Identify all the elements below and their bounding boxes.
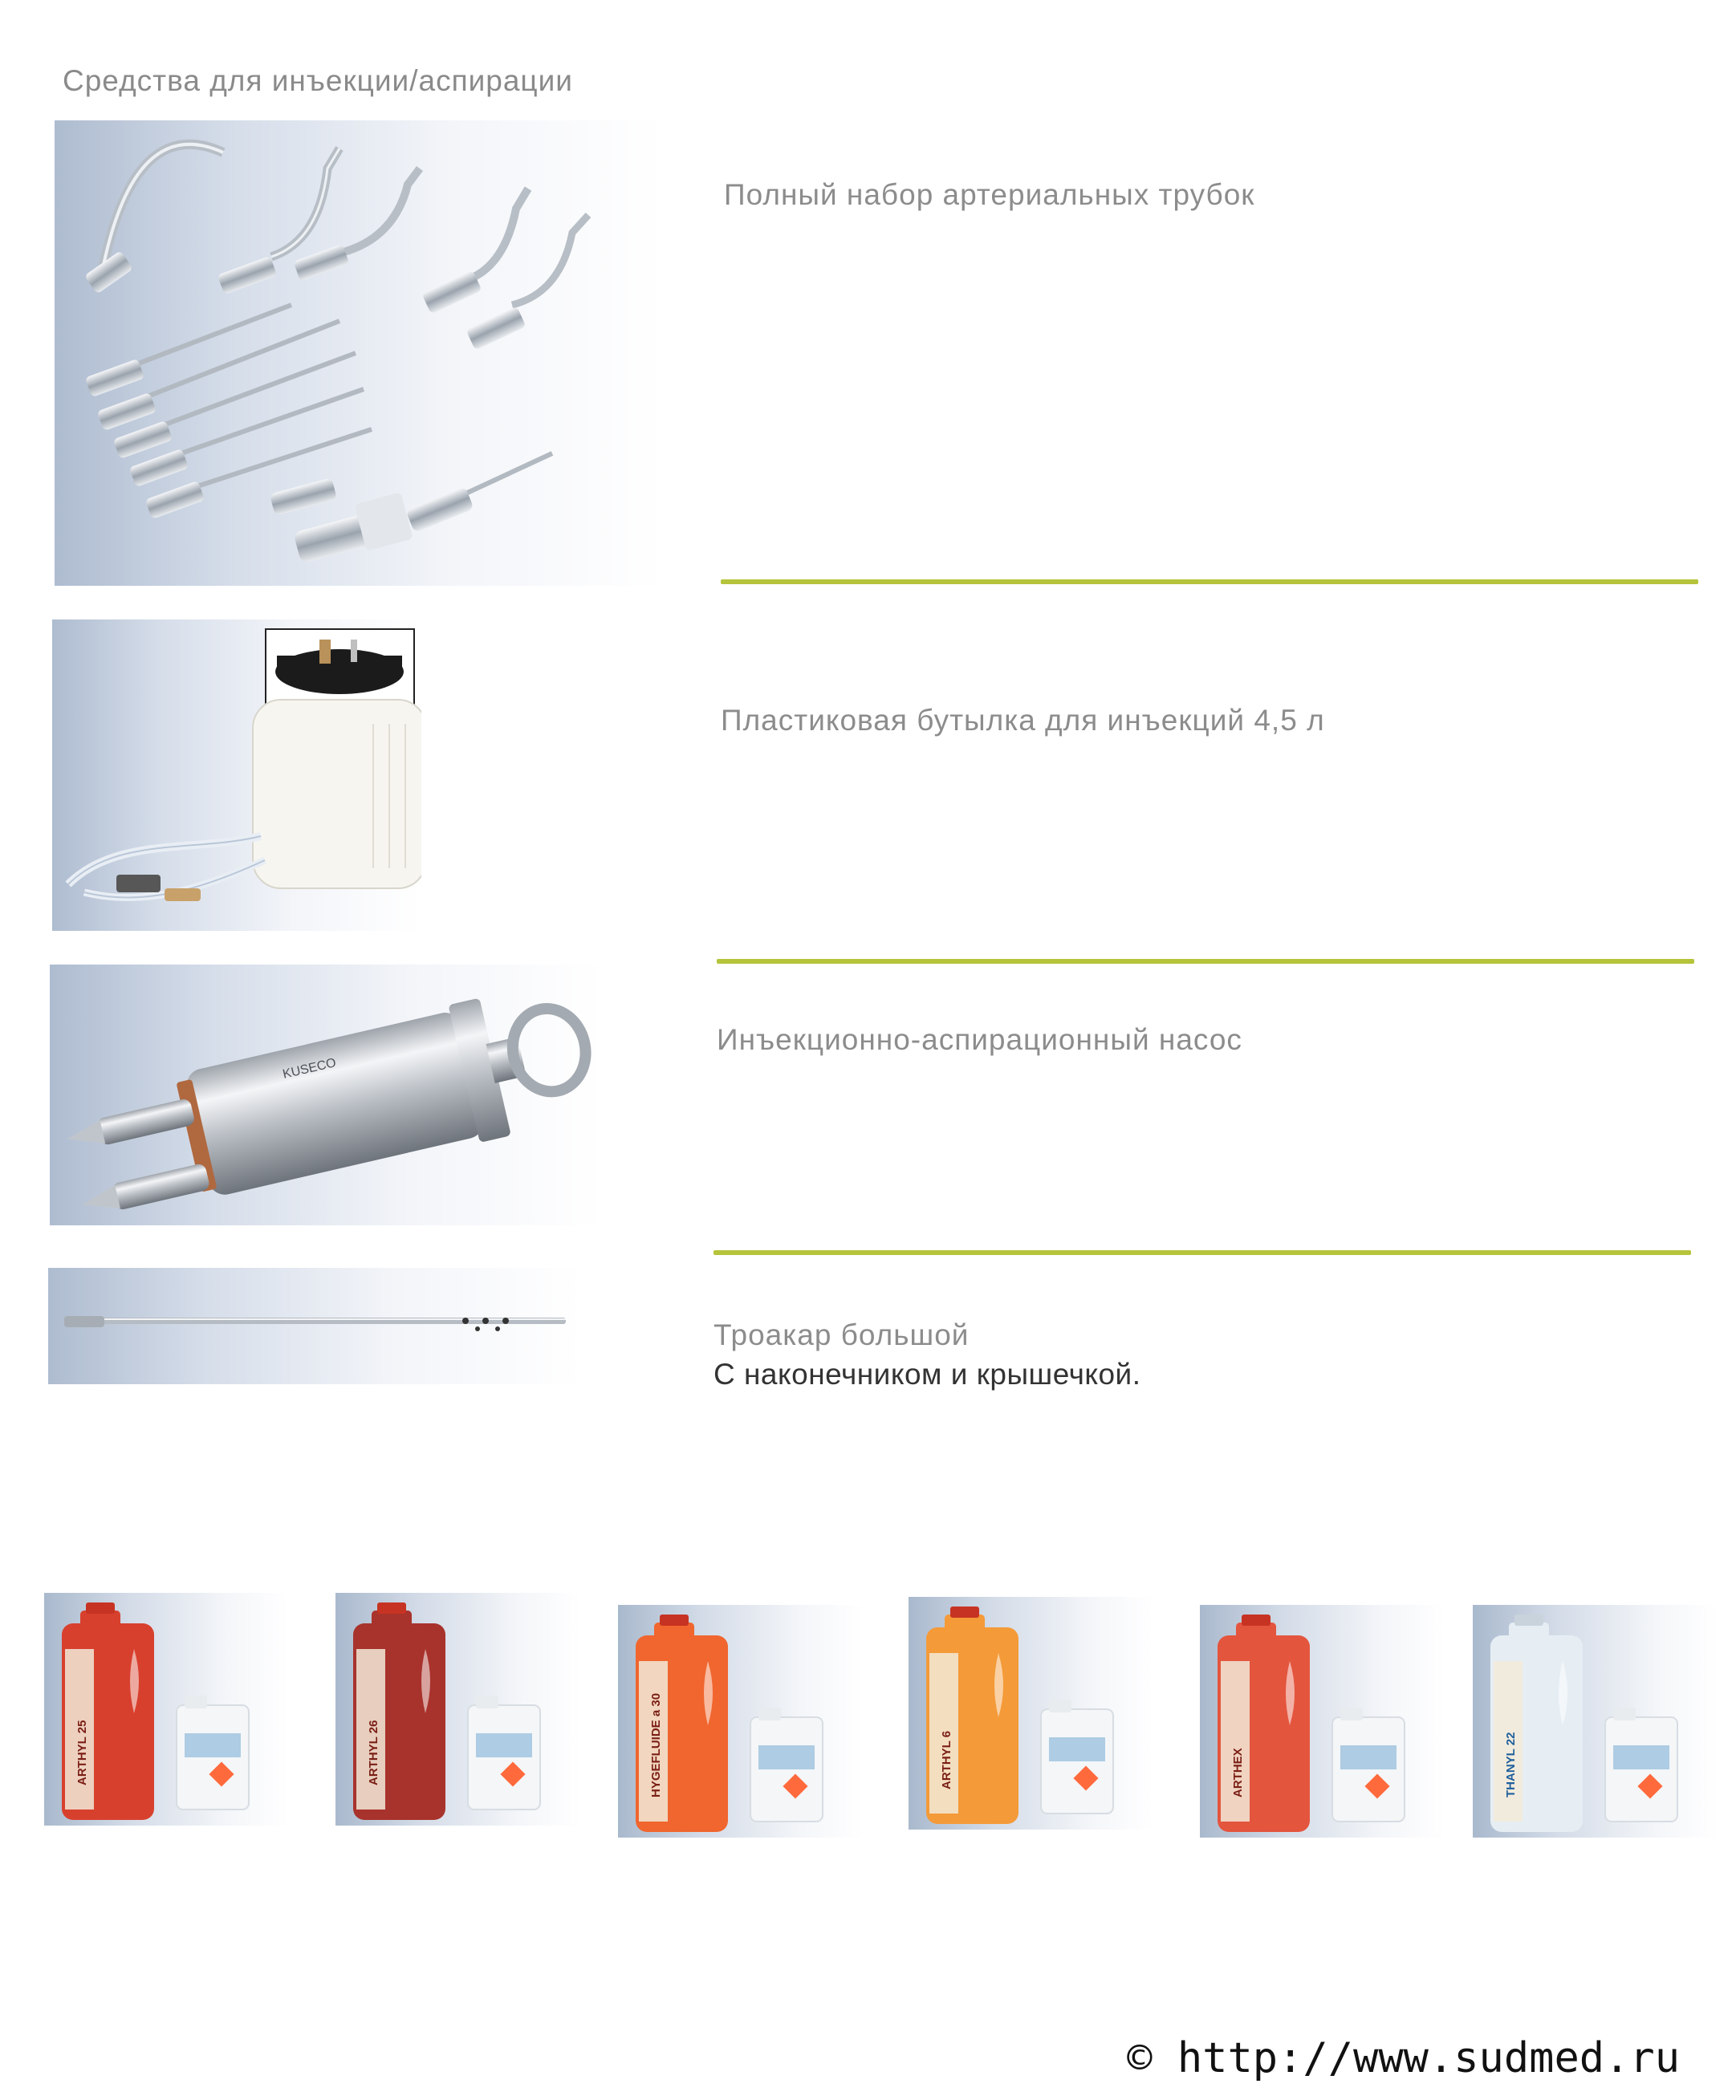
plastic-bottle-photo <box>52 619 421 931</box>
item-description-trocar: С наконечником и крышечкой. <box>714 1358 1141 1391</box>
trocar-photo <box>48 1268 582 1384</box>
pump-illustration <box>50 965 604 1225</box>
product-label: ARTHYL 26 <box>367 1720 380 1785</box>
product-label: THANYL 22 <box>1504 1732 1518 1797</box>
product-card <box>335 1593 580 1826</box>
pump-brand-label: KUSECO <box>281 1056 338 1082</box>
item-title-trocar: Троакар большой <box>714 1318 970 1351</box>
trocar-illustration <box>48 1268 582 1384</box>
product-bottle-illustration <box>1473 1605 1718 1838</box>
product-bottle-illustration <box>44 1593 289 1826</box>
product-label: ARTHYL 25 <box>75 1720 89 1785</box>
copyright-footer: © http://www.sudmed.ru <box>1127 2034 1680 2082</box>
divider-3 <box>714 1250 1691 1255</box>
product-label: HYGEFLUIDE a 30 <box>649 1692 663 1797</box>
product-card <box>1473 1605 1718 1838</box>
arterial-tubes-illustration <box>55 120 665 586</box>
product-bottle-illustration <box>1200 1605 1445 1838</box>
product-bottle-illustration <box>618 1605 863 1838</box>
plastic-bottle-illustration <box>52 619 421 931</box>
item-title-pump: Инъекционно-аспирационный насос <box>717 1023 1242 1056</box>
product-card <box>44 1593 289 1826</box>
pump-photo <box>50 965 604 1225</box>
divider-2 <box>717 959 1694 964</box>
product-label: ARTHEX <box>1231 1748 1245 1797</box>
product-card <box>909 1597 1153 1830</box>
arterial-tubes-photo <box>55 120 665 586</box>
item-title-arterial-tubes: Полный набор артериальных трубок <box>724 178 1255 211</box>
section-title: Средства для инъекции/аспирации <box>63 64 573 97</box>
product-card <box>618 1605 863 1838</box>
divider-1 <box>721 579 1698 584</box>
product-card <box>1200 1605 1445 1838</box>
item-title-plastic-bottle: Пластиковая бутылка для инъекций 4,5 л <box>721 704 1325 737</box>
product-label: ARTHYL 6 <box>940 1730 953 1789</box>
product-bottle-illustration <box>335 1593 580 1826</box>
product-bottle-illustration <box>909 1597 1153 1830</box>
